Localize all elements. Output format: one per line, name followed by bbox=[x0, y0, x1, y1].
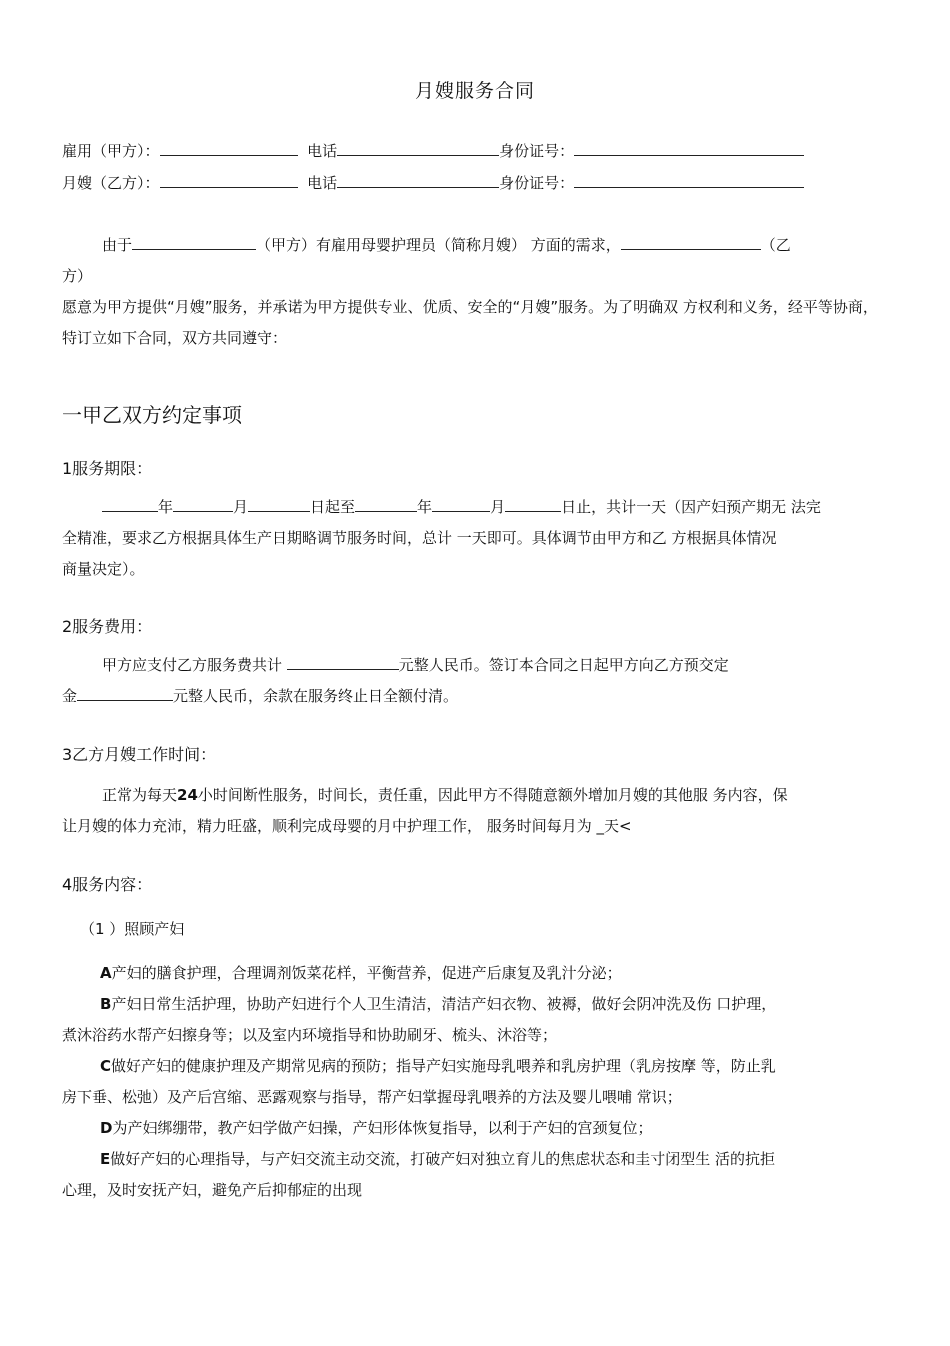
nanny-label: 月嫂（乙方）： bbox=[62, 174, 160, 192]
content-sub-heading: （1 ）照顾产妇 bbox=[80, 920, 185, 938]
term-paragraph bbox=[62, 492, 882, 585]
intro-nanny-blank bbox=[621, 235, 761, 250]
nanny-id-label: 身份证号： bbox=[499, 174, 575, 192]
item-text-cont: 房下垂、松弛）及产后宫缩、恶露观察与指导，帮产妇掌握母乳喂养的方法及婴儿喂哺 常识； bbox=[62, 1088, 682, 1106]
hours-text-c: 让月嫂的体力充沛，精力旺盛，顺利完成母婴的月中护理工作， 服务时间每月为 _天< bbox=[62, 817, 632, 835]
fee-text-c: 金 bbox=[62, 687, 78, 705]
end-day-blank bbox=[505, 497, 561, 512]
nanny-name-blank bbox=[160, 173, 298, 188]
intro-text-a: 由于 bbox=[102, 236, 133, 254]
item-letter: D bbox=[100, 1119, 113, 1137]
document-title: 月嫂服务合同 bbox=[414, 80, 535, 102]
term-end-year-label: 年 bbox=[417, 498, 433, 516]
nanny-phone-label: 电话 bbox=[307, 174, 338, 192]
content-item-e bbox=[62, 1144, 882, 1206]
employer-name-blank bbox=[160, 141, 298, 156]
intro-employer-blank bbox=[132, 235, 256, 250]
employer-label: 雇用（甲方）： bbox=[62, 142, 160, 160]
intro-text-p2: 愿意为甲方提供“月嫂”服务，并承诺为甲方提供专业、优质、安全的“月嫂”服务。为了明确双 方权利和义务，经平等协商，特订立如下合同，双方共同遵守： bbox=[62, 298, 878, 347]
intro-text-d: 方） bbox=[62, 267, 93, 285]
item-text: 产妇日常生活护理，协助产妇进行个人卫生清洁，清洁产妇衣物、被褥，做好会阴冲洗及伤 口护理， bbox=[111, 995, 777, 1013]
start-month-blank bbox=[173, 497, 233, 512]
term-text-g: 全精准，要求乙方根据具体生产日期略调节服务时间，总计 一天即可。具体调节由甲方和乙 方根据具体情况 bbox=[62, 529, 777, 547]
item-text: 做好产妇的心理指导，与产妇交流主动交流，打破产妇对独立育儿的焦虑状态和圭寸闭型生 活的抗拒 bbox=[110, 1150, 776, 1168]
item-text-cont: 煮沐浴药水帮产妇擦身等；以及室内环境指导和协助刷牙、梳头、沐浴等； bbox=[62, 1026, 558, 1044]
fee-total-blank bbox=[287, 655, 399, 670]
term-text-h: 商量决定）。 bbox=[62, 560, 145, 578]
item-text: 做好产妇的健康护理及产期常见病的预防；指导产妇实施母乳喂养和乳房护理（乳房按摩 等，防止乳 bbox=[111, 1057, 776, 1075]
fee-text-b: 元整人民币。签订本合同之日起甲方向乙方预交定 bbox=[398, 656, 729, 674]
term-month-label: 月 bbox=[233, 498, 249, 516]
intro-text-b: （甲方）有雇用母婴护理员（简称月嫂） 方面的需求， bbox=[256, 236, 621, 254]
content-item-b bbox=[62, 989, 882, 1051]
nanny-phone-blank bbox=[337, 173, 499, 188]
fee-heading: 2服务费用： bbox=[62, 617, 153, 636]
intro-text-c: （乙 bbox=[760, 236, 791, 254]
item-letter: E bbox=[100, 1150, 111, 1168]
nanny-id-blank bbox=[574, 173, 804, 188]
employer-id-blank bbox=[574, 141, 804, 156]
term-until-label: 日起至 bbox=[310, 498, 356, 516]
item-text: 产妇的膳食护理，合理调剂饭菜花样，平衡营养，促进产后康复及乳汁分泌； bbox=[111, 964, 622, 982]
item-letter: B bbox=[100, 995, 112, 1013]
hours-text-b: 小时间断性服务，时间长，责任重，因此甲方不得随意额外增加月嫂的其他服 务内容，保 bbox=[197, 786, 788, 804]
hours-number: 24 bbox=[177, 786, 198, 804]
start-year-blank bbox=[102, 497, 158, 512]
term-end-month-label: 月 bbox=[490, 498, 506, 516]
fee-paragraph bbox=[62, 650, 882, 712]
start-day-blank bbox=[248, 497, 310, 512]
employer-phone-blank bbox=[337, 141, 499, 156]
hours-text-a: 正常为每天 bbox=[102, 786, 178, 804]
nanny-line bbox=[62, 172, 804, 194]
content-item-d bbox=[62, 1113, 882, 1144]
fee-text-d: 元整人民币，余款在服务终止日全额付清。 bbox=[173, 687, 459, 705]
term-heading: 1服务期限： bbox=[62, 459, 153, 478]
section-heading: 一甲乙双方约定事项 bbox=[62, 403, 242, 427]
employer-phone-label: 电话 bbox=[307, 142, 338, 160]
employer-line bbox=[62, 140, 804, 162]
hours-paragraph bbox=[62, 780, 882, 842]
term-text-f: 日止，共计一天（因产妇预产期无 法完 bbox=[561, 498, 821, 516]
fee-deposit-blank bbox=[77, 686, 173, 701]
intro-paragraph bbox=[62, 230, 882, 354]
item-letter: A bbox=[100, 964, 112, 982]
item-text: 为产妇绑绷带，教产妇学做产妇操，产妇形体恢复指导，以利于产妇的宫颈复位； bbox=[112, 1119, 653, 1137]
term-year-label: 年 bbox=[158, 498, 174, 516]
end-year-blank bbox=[355, 497, 417, 512]
item-letter: C bbox=[100, 1057, 112, 1075]
fee-text-a: 甲方应支付乙方服务费共计 bbox=[102, 656, 283, 674]
employer-id-label: 身份证号： bbox=[499, 142, 575, 160]
content-item-c bbox=[62, 1051, 882, 1113]
content-item-a bbox=[62, 958, 882, 989]
item-text-cont: 心理，及时安抚产妇，避免产后抑郁症的出现 bbox=[62, 1181, 363, 1199]
end-month-blank bbox=[432, 497, 490, 512]
hours-heading: 3乙方月嫂工作时间： bbox=[62, 745, 217, 764]
content-heading: 4服务内容： bbox=[62, 875, 153, 894]
